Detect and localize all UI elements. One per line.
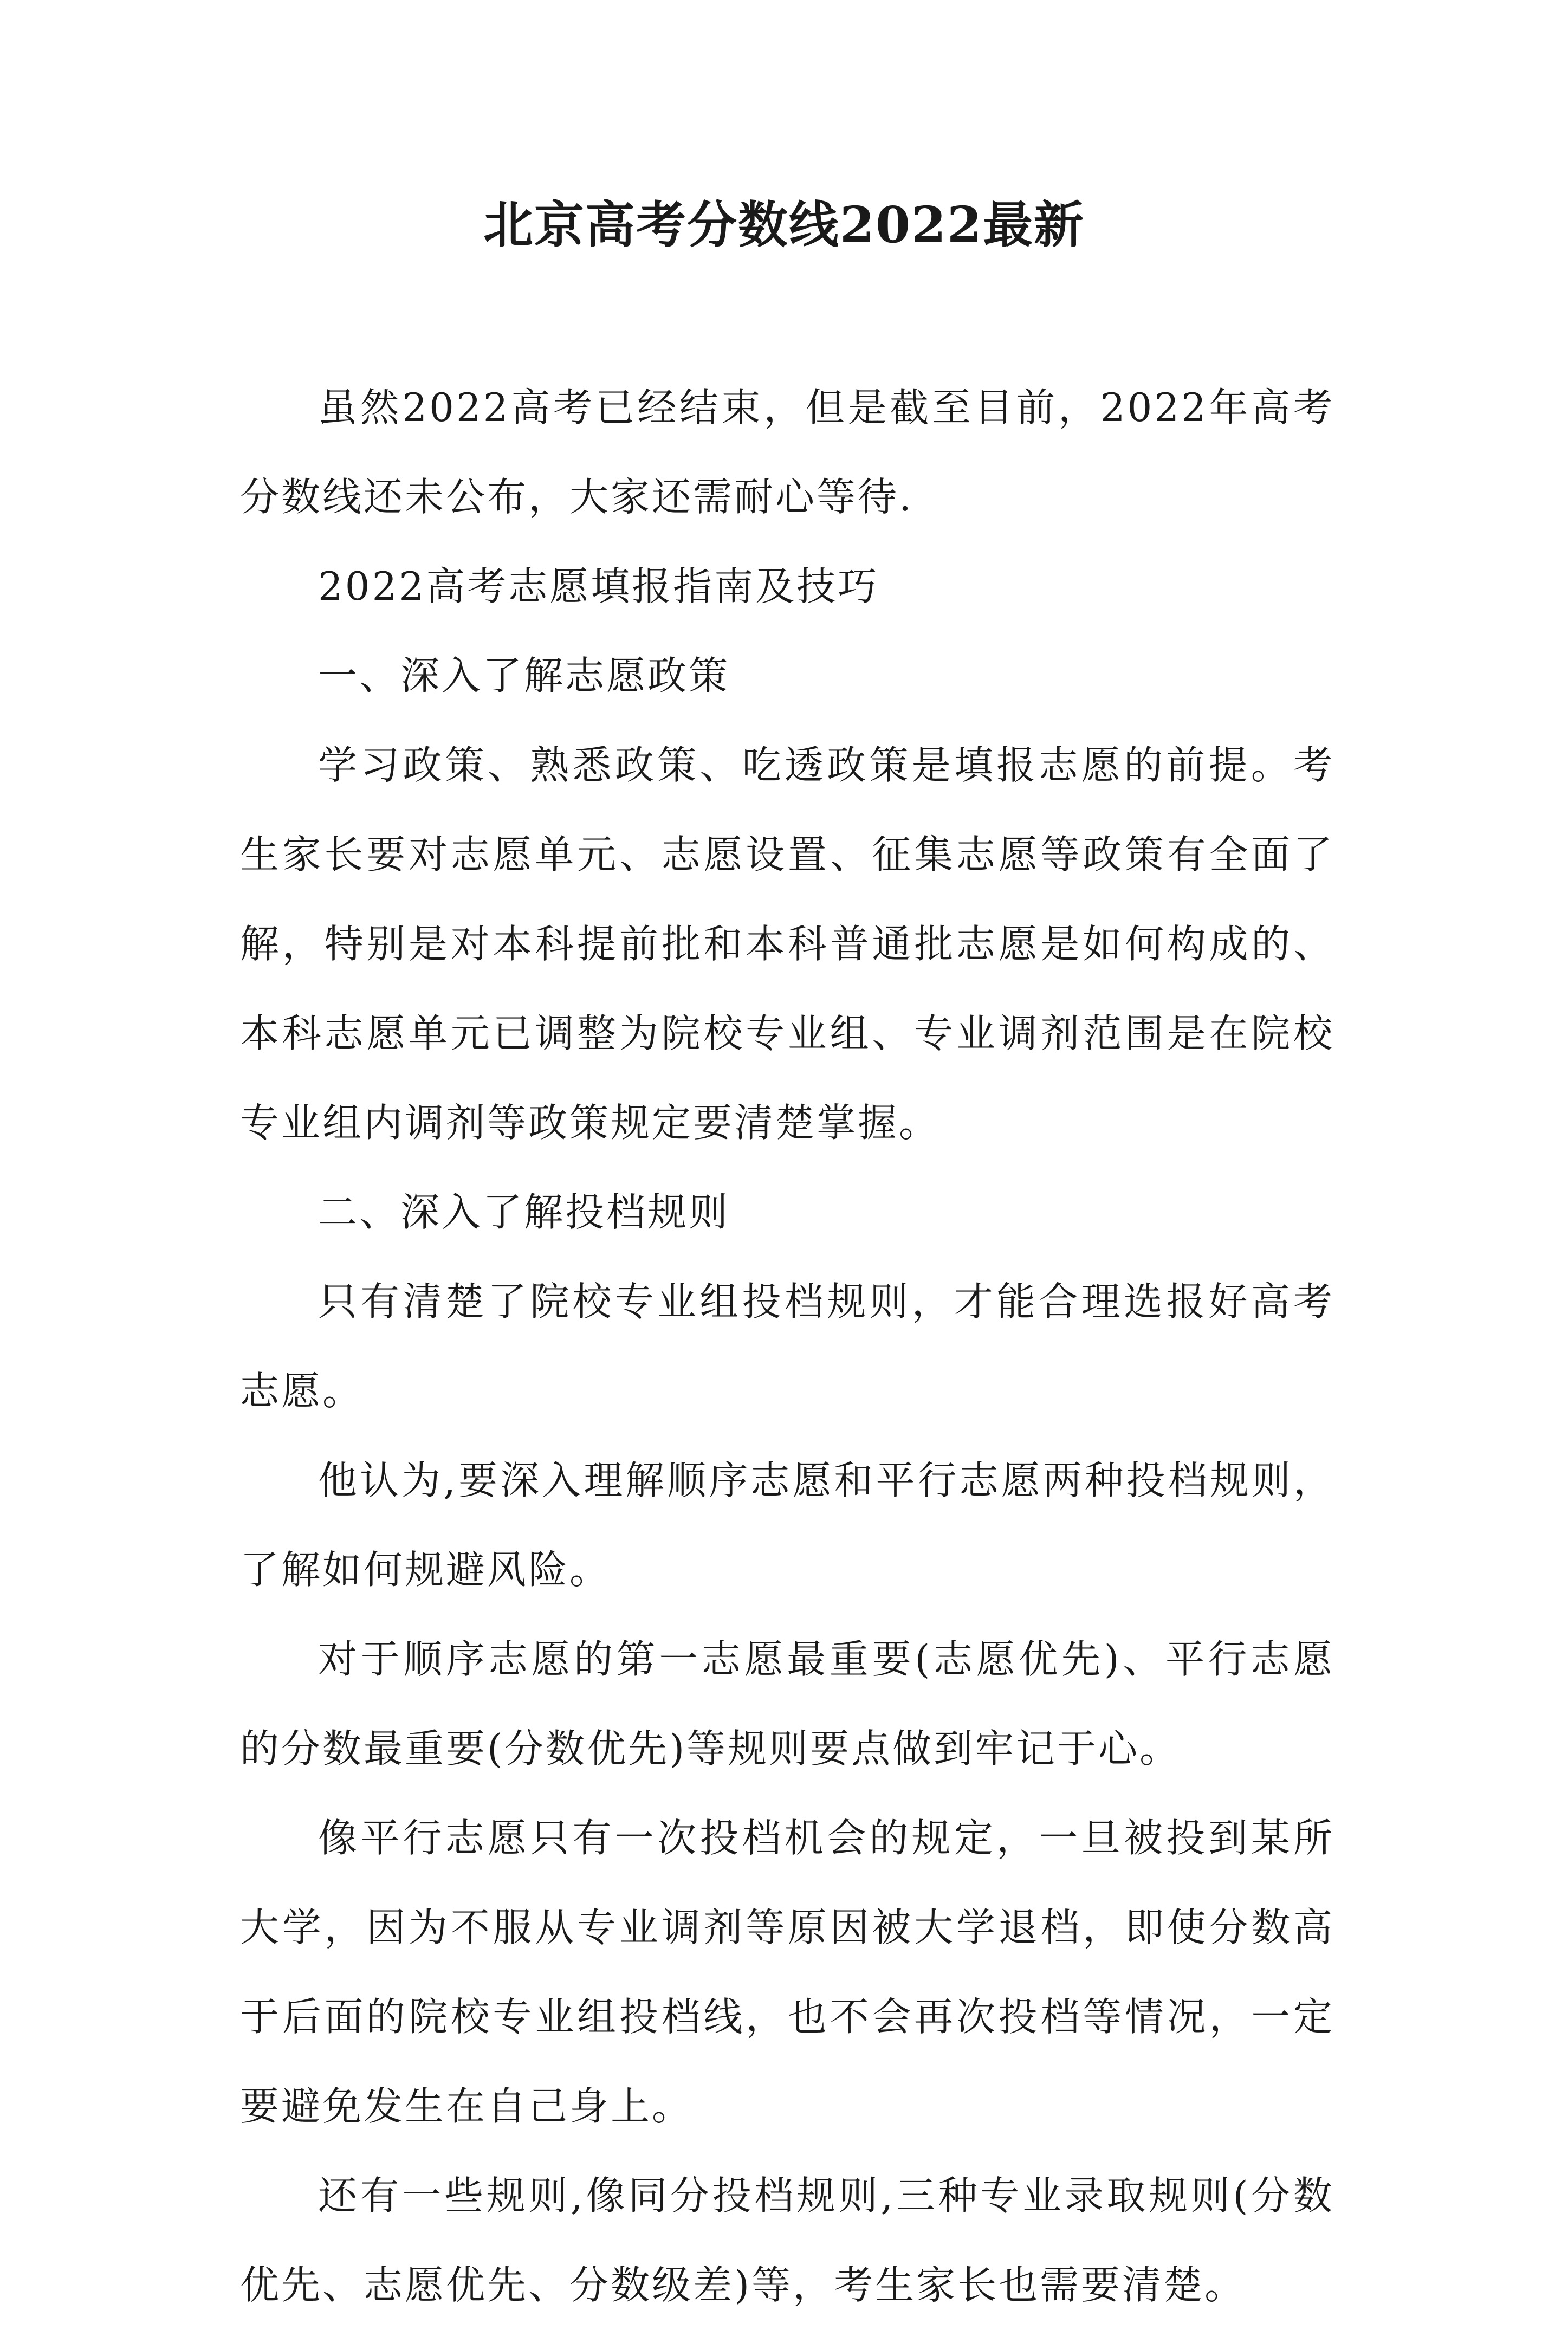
paragraph-rules-understanding: 他认为,要深入理解顺序志愿和平行志愿两种投档规则，了解如何规避风险。 [240, 1458, 1334, 1593]
paragraph-rules-other: 还有一些规则,像同分投档规则,三种专业录取规则(分数优先、志愿优先、分数级差)等，考生家长也需要清楚。 [240, 2173, 1334, 2308]
paragraph-intro: 虽然2022高考已经结束，但是截至目前，2022年高考分数线还未公布，大家还需耐心等待. [240, 385, 1334, 520]
section-heading-rules: 二、深入了解投档规则 [318, 1189, 730, 1235]
section-heading-policy: 一、深入了解志愿政策 [318, 653, 730, 698]
document-body [240, 363, 1334, 2330]
paragraph-rules-parallel: 像平行志愿只有一次投档机会的规定，一旦被投到某所大学，因为不服从专业调剂等原因被大学退档，即使分数高于后面的院校专业组投档线，也不会再次投档等情况，一定要避免发生在自己身上。 [240, 1815, 1334, 2129]
paragraph-rules-priorities: 对于顺序志愿的第一志愿最重要(志愿优先)、平行志愿的分数最重要(分数优先)等规则要点做到牢记于心。 [240, 1636, 1334, 1771]
paragraph-rules-intro: 只有清楚了院校专业组投档规则，才能合理选报好高考志愿。 [240, 1279, 1334, 1414]
paragraph-guide-heading: 2022高考志愿填报指南及技巧 [318, 564, 879, 609]
paragraph-policy: 学习政策、熟悉政策、吃透政策是填报志愿的前提。考生家长要对志愿单元、志愿设置、征集志愿等政策有全面了解，特别是对本科提前批和本科普通批志愿是如何构成的、本科志愿单元已调整为院校专业组、专业调剂范围是在院校专业组内调剂等政策规定要清楚掌握。 [240, 742, 1334, 1145]
document-title: 北京高考分数线2022最新 [483, 196, 1085, 254]
